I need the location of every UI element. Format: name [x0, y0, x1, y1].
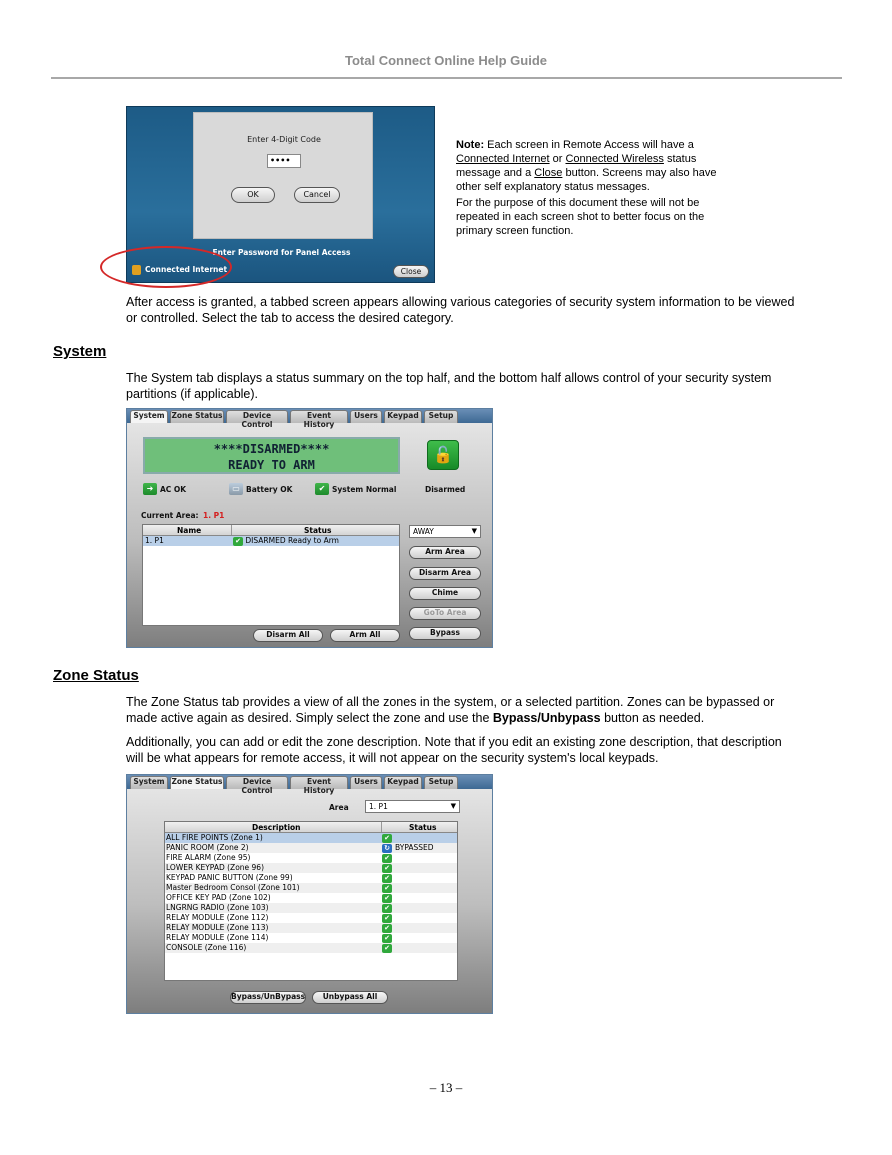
zone-paragraph-2: [126, 734, 842, 766]
note-para2-l2: repeated in each screen shot to better focus on the: [456, 211, 705, 223]
panel-access-prompt: Enter Password for Panel Access: [212, 248, 351, 257]
note-para2-l1: For the purpose of this document these will not be: [456, 197, 700, 209]
system-line1: The System tab displays a status summary on the top half, and the bottom half allows control of your security system: [126, 371, 772, 385]
zone-status-cell: [382, 903, 395, 913]
zone-description: CONSOLE (Zone 116): [166, 943, 247, 952]
note-line3b: button. Screens may also have: [565, 167, 717, 179]
zone-row[interactable]: [165, 843, 457, 853]
tab-bar-zone: [127, 775, 492, 795]
check-icon: ✔: [382, 834, 392, 843]
note-status-word: status: [666, 153, 697, 165]
bypass-icon: ↻: [382, 844, 392, 853]
disarm-area-button[interactable]: Disarm Area: [409, 567, 481, 580]
zone-p1-bold: Bypass/Unbypass: [492, 711, 601, 725]
close-button[interactable]: Close: [393, 265, 429, 278]
header-divider: [51, 77, 842, 79]
zone-description: RELAY MODULE (Zone 114): [166, 933, 269, 942]
arm-mode-value: AWAY: [413, 527, 434, 536]
check-icon: ✔: [382, 914, 392, 923]
zone-row[interactable]: [165, 923, 457, 933]
note-link-internet: Connected Internet: [456, 153, 550, 165]
check-icon: ✔: [382, 854, 392, 863]
access-paragraph: [126, 294, 842, 326]
zone-rows: [165, 833, 457, 953]
tab-zone-status[interactable]: Zone Status: [170, 410, 224, 423]
check-icon: ✔: [382, 924, 392, 933]
chevron-down-icon: ▼: [450, 802, 456, 810]
area-value: 1. P1: [369, 802, 388, 811]
zone-paragraph-1: [126, 694, 842, 726]
zone-status-cell: [382, 863, 395, 873]
zone-row[interactable]: [165, 893, 457, 903]
tab-event-history[interactable]: Event History: [290, 410, 348, 423]
system-paragraph: [126, 370, 842, 402]
display-line1: ****DISARMED****: [213, 442, 330, 456]
check-icon: ✔: [315, 483, 329, 495]
chime-button[interactable]: Chime: [409, 587, 481, 600]
access-line1: After access is granted, a tabbed screen appears allowing various categories of security system information to be viewed: [126, 295, 795, 309]
tab-system[interactable]: System: [130, 776, 168, 789]
zone-row[interactable]: [165, 913, 457, 923]
note-or: or: [552, 153, 563, 165]
check-icon: ✔: [382, 944, 392, 953]
partition-status: DISARMED Ready to Arm: [245, 536, 339, 545]
zone-status-cell: [382, 913, 395, 923]
check-icon: ✔: [382, 904, 392, 913]
highlight-ellipse: [100, 246, 232, 288]
page-header-title: Total Connect Online Help Guide: [345, 53, 547, 68]
check-icon: ✔: [382, 884, 392, 893]
check-icon: ✔: [382, 864, 392, 873]
note-line1: Each screen in Remote Access will have a: [487, 139, 694, 151]
zone-description: Master Bedroom Consol (Zone 101): [166, 883, 300, 892]
tab-zone-status[interactable]: Zone Status: [170, 776, 224, 789]
column-zone-status: Status: [409, 823, 437, 832]
partition-table: [142, 524, 400, 626]
note-line3a: message and a: [456, 167, 532, 179]
note-link-close: Close: [534, 167, 563, 179]
tab-system[interactable]: System: [130, 410, 168, 423]
ac-status: AC OK: [160, 485, 187, 494]
tab-keypad[interactable]: Keypad: [384, 410, 422, 423]
zone-status-cell: [382, 873, 395, 883]
tab-users[interactable]: Users: [350, 776, 382, 789]
zone-description: RELAY MODULE (Zone 112): [166, 913, 269, 922]
code-prompt: Enter 4-Digit Code: [247, 135, 321, 144]
arm-area-button[interactable]: Arm Area: [409, 546, 481, 559]
display-line2: READY TO ARM: [228, 458, 315, 472]
check-icon: ✔: [382, 934, 392, 943]
ac-icon: ➜: [143, 483, 157, 495]
partition-row[interactable]: [143, 536, 399, 546]
note-link-wireless: Connected Wireless: [565, 153, 664, 165]
tab-setup[interactable]: Setup: [424, 410, 458, 423]
zone-status-cell: [382, 893, 395, 903]
zone-status-cell: [382, 853, 395, 863]
note-block: [456, 138, 756, 238]
arm-all-button[interactable]: Arm All: [330, 629, 400, 642]
tab-device-control[interactable]: Device Control: [226, 776, 288, 789]
zone-p2-line2: will be what appears for remote access, it will not appear on the security system's local keypads.: [126, 751, 659, 765]
zone-description: RELAY MODULE (Zone 113): [166, 923, 269, 932]
tab-keypad[interactable]: Keypad: [384, 776, 422, 789]
partition-status-cell: [233, 536, 339, 546]
zone-row[interactable]: [165, 833, 457, 843]
zone-table-header: [165, 822, 457, 833]
cancel-button[interactable]: Cancel: [294, 187, 340, 203]
zone-status-text: BYPASSED: [395, 843, 434, 852]
zone-p2-line1: Additionally, you can add or edit the zone description. Note that if you edit an existing zone description, that description: [126, 735, 782, 749]
ok-button[interactable]: OK: [231, 187, 275, 203]
bypass-unbypass-button[interactable]: Bypass/UnBypass: [230, 991, 306, 1004]
tab-setup[interactable]: Setup: [424, 776, 458, 789]
keypad-display: [143, 437, 400, 474]
zone-description: KEYPAD PANIC BUTTON (Zone 99): [166, 873, 293, 882]
tab-users[interactable]: Users: [350, 410, 382, 423]
note-label: Note:: [456, 139, 485, 151]
check-icon: ✔: [382, 874, 392, 883]
current-area-label: Current Area:: [141, 511, 199, 520]
zone-description: OFFICE KEY PAD (Zone 102): [166, 893, 271, 902]
zone-description: LOWER KEYPAD (Zone 96): [166, 863, 265, 872]
page-number: – 13 –: [429, 1080, 463, 1095]
zone-p1-line1: The Zone Status tab provides a view of all the zones in the system, or a selected partition. Zones can be bypassed or: [126, 695, 775, 709]
zone-status-cell: [382, 883, 395, 893]
bypass-button[interactable]: Bypass: [409, 627, 481, 640]
partition-name: 1. P1: [145, 536, 164, 545]
zone-status-cell: [382, 943, 395, 953]
zone-p1-line2a: made active again as desired. Simply select the zone and use the: [126, 711, 490, 725]
check-icon: ✔: [382, 894, 392, 903]
arm-state-label: Disarmed: [425, 485, 466, 494]
tab-bar: [127, 409, 492, 429]
zone-status-cell: [382, 843, 434, 853]
note-line4: other self explanatory status messages.: [456, 181, 650, 193]
tab-event-history[interactable]: Event History: [290, 776, 348, 789]
chevron-down-icon: ▼: [471, 527, 477, 535]
disarm-all-button[interactable]: Disarm All: [253, 629, 323, 642]
zone-description: ALL FIRE POINTS (Zone 1): [166, 833, 263, 842]
zone-row[interactable]: [165, 903, 457, 913]
zone-p1-line2b: button as needed.: [604, 711, 705, 725]
partition-table-header: [143, 525, 399, 536]
code-dialog: [193, 112, 373, 239]
tab-device-control[interactable]: Device Control: [226, 410, 288, 423]
zone-row[interactable]: [165, 863, 457, 873]
zone-status-heading: Zone Status: [53, 667, 139, 684]
battery-icon: ▭: [229, 483, 243, 495]
zone-description: LNGRNG RADIO (Zone 103): [166, 903, 269, 912]
zone-table: [164, 821, 458, 981]
column-status: Status: [304, 526, 332, 535]
system-heading: System: [53, 343, 107, 360]
system-line2: partitions (if applicable).: [126, 387, 259, 401]
zone-row[interactable]: [165, 853, 457, 863]
zone-status-screenshot: [126, 774, 493, 1014]
column-description: Description: [252, 823, 301, 832]
battery-status: Battery OK: [246, 485, 293, 494]
goto-area-button[interactable]: GoTo Area: [409, 607, 481, 620]
zone-row[interactable]: [165, 873, 457, 883]
zone-status-cell: [382, 833, 395, 843]
area-select[interactable]: [365, 800, 460, 813]
connection-status: Connected Internet: [145, 265, 228, 274]
zone-description: FIRE ALARM (Zone 95): [166, 853, 251, 862]
zone-row[interactable]: [165, 883, 457, 893]
access-line2: or controlled. Select the tab to access the desired category.: [126, 311, 454, 325]
zone-row[interactable]: [165, 933, 457, 943]
area-label: Area: [329, 803, 349, 812]
zone-status-cell: [382, 933, 395, 943]
zone-row[interactable]: [165, 943, 457, 953]
column-name: Name: [177, 526, 202, 535]
status-check-icon: ✔: [233, 537, 243, 546]
note-para2-l3: primary screen function.: [456, 225, 574, 237]
system-normal-status: System Normal: [332, 485, 397, 494]
code-input[interactable]: ••••: [267, 154, 301, 168]
arm-mode-select[interactable]: [409, 525, 481, 538]
unbypass-all-button[interactable]: Unbypass All: [312, 991, 388, 1004]
current-area-value: 1. P1: [203, 511, 225, 520]
unlock-icon[interactable]: 🔓: [427, 440, 459, 470]
zone-description: PANIC ROOM (Zone 2): [166, 843, 249, 852]
zone-status-cell: [382, 923, 395, 933]
system-screenshot: [126, 408, 493, 648]
